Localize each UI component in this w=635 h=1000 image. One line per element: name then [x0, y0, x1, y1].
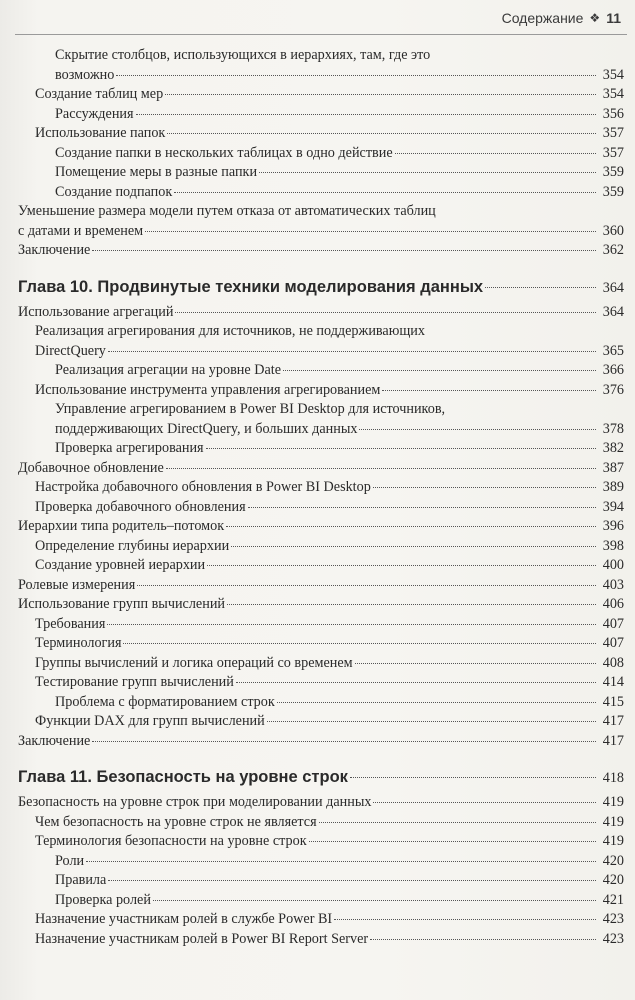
toc-entry	[18, 361, 624, 381]
toc-leader-dots	[107, 624, 596, 625]
toc-entry-title: Проверка ролей	[55, 891, 151, 908]
toc-page-number: 360	[602, 222, 624, 239]
toc-entry	[18, 517, 624, 537]
toc-entry-title: Проверка агрегирования	[55, 440, 204, 456]
toc-entry-title: Создание таблиц мер	[35, 86, 164, 102]
toc-chapter-heading	[18, 276, 624, 299]
header-section-title: Содержание	[501, 10, 584, 26]
toc-page-number: 354	[602, 66, 624, 83]
toc-entry-title: Терминология безопасности на уровне строк	[35, 833, 307, 849]
toc-entry-title: Реализация агрегации на уровне Date	[55, 362, 282, 378]
toc-entry-title: Определение глубины иерархии	[35, 537, 230, 554]
toc-entry-title: Терминология	[35, 635, 122, 651]
toc-leader-dots	[236, 682, 596, 683]
header-page-number: 11	[606, 10, 621, 26]
toc-entry-continuation	[55, 420, 624, 440]
toc-entry	[18, 576, 624, 596]
toc-entry-title: Безопасность на уровне строк при моделировании данных	[18, 794, 372, 810]
toc-entry-title: Тестирование групп вычислений	[35, 674, 234, 690]
toc-entry-title: Проблема с форматированием строк	[55, 693, 275, 710]
toc-entry-title: Использование агрегаций	[18, 303, 174, 320]
toc-leader-dots	[92, 741, 596, 742]
toc-entry-title-cont: поддерживающих DirectQuery, и больших данных	[55, 420, 358, 437]
toc-leader-dots	[123, 643, 596, 644]
toc-page-number: 421	[602, 891, 624, 908]
toc-page-number: 357	[602, 144, 624, 161]
toc-chapter-title: Глава 10. Продвинутые техники моделирования данных	[18, 277, 484, 296]
toc-leader-dots	[373, 487, 596, 488]
toc-entry-title: Создание папки в нескольких таблицах в одно действие	[55, 144, 393, 161]
toc-leader-dots	[175, 312, 596, 313]
toc-leader-dots	[231, 546, 596, 547]
toc-leader-dots	[137, 585, 596, 586]
header-separator-icon: ❖	[589, 11, 601, 25]
toc-leader-dots	[136, 114, 596, 115]
toc-entry	[18, 322, 624, 361]
toc-entry-continuation	[18, 222, 624, 242]
toc-entry	[18, 144, 624, 164]
toc-page-number: 419	[602, 833, 624, 849]
toc-entry	[18, 459, 624, 479]
toc-page-number: 420	[602, 872, 624, 888]
toc-entry-title-cont: DirectQuery	[35, 342, 106, 359]
toc-page-number: 356	[602, 105, 624, 122]
toc-chapter-title: Глава 11. Безопасность на уровне строк	[18, 768, 348, 786]
toc-entry	[18, 595, 624, 615]
header-divider	[15, 34, 627, 35]
toc-entry	[18, 793, 624, 813]
toc-page-number: 407	[602, 635, 624, 651]
toc-page-number: 387	[602, 459, 624, 476]
toc-entry	[18, 871, 624, 891]
toc-entry	[18, 537, 624, 557]
toc-page-number: 382	[602, 440, 624, 456]
running-header	[502, 10, 621, 26]
toc-leader-dots	[267, 721, 596, 722]
toc-page-number: 364	[602, 303, 624, 320]
toc-entry-continuation	[35, 342, 624, 362]
toc-entry	[18, 183, 624, 203]
toc-chapter-heading	[18, 766, 624, 789]
toc-page-number: 406	[602, 596, 624, 612]
toc-page-number: 418	[602, 770, 624, 786]
toc-entry-title-cont: с датами и временем	[18, 222, 144, 239]
toc-entry	[18, 124, 624, 144]
toc-entry-title: Заключение	[18, 242, 91, 258]
toc-leader-dots	[382, 390, 596, 391]
toc-entry	[18, 381, 624, 401]
toc-entry-title: Добавочное обновление	[18, 459, 164, 476]
toc-entry	[18, 852, 624, 872]
toc-page-number: 396	[602, 518, 624, 534]
toc-page-number: 419	[602, 794, 624, 810]
toc-entry	[18, 85, 624, 105]
toc-entry-title: Создание уровней иерархии	[35, 557, 206, 573]
toc-entry-title: Чем безопасность на уровне строк не является	[35, 813, 317, 830]
toc-entry-title: Правила	[55, 872, 107, 888]
toc-page-number: 423	[602, 930, 624, 947]
toc-leader-dots	[373, 802, 596, 803]
toc-entry	[18, 832, 624, 852]
toc-entry-title: Скрытие столбцов, использующихся в иерархиях, там, где это	[55, 47, 431, 63]
toc-entry	[18, 498, 624, 518]
toc-entry-title: Уменьшение размера модели путем отказа от автоматических таблиц	[18, 203, 436, 219]
toc-entry	[18, 673, 624, 693]
toc-page-number: 354	[602, 86, 624, 102]
toc-entry-title: Реализация агрегирования для источников, не поддерживающих	[35, 323, 425, 339]
toc-entry-title-cont: возможно	[55, 66, 115, 83]
toc-leader-dots	[86, 861, 596, 862]
toc-page-number: 423	[602, 911, 624, 927]
toc-entry-title: Функции DAX для групп вычислений	[35, 713, 265, 729]
toc-page-number: 389	[602, 479, 624, 495]
toc-page-number: 407	[602, 615, 624, 632]
toc-leader-dots	[206, 448, 596, 449]
toc-entry	[18, 654, 624, 674]
toc-page-number: 398	[602, 537, 624, 554]
toc-entry	[18, 163, 624, 183]
toc-entry-title: Требования	[35, 615, 106, 632]
toc-leader-dots	[226, 526, 596, 527]
toc-entry-title: Помещение меры в разные папки	[55, 164, 258, 180]
toc-page-number: 414	[602, 674, 624, 690]
toc-entry	[18, 910, 624, 930]
toc-entry	[18, 400, 624, 439]
toc-entry-title: Ролевые измерения	[18, 576, 136, 593]
toc-page-number: 415	[602, 693, 624, 710]
toc-leader-dots	[116, 75, 596, 76]
toc-entry-title: Назначение участникам ролей в Power BI Report Server	[35, 930, 369, 947]
toc-page-number: 394	[602, 498, 624, 515]
toc-entry	[18, 556, 624, 576]
toc-entry-title: Заключение	[18, 732, 91, 749]
toc-page-number: 359	[602, 183, 624, 200]
toc-leader-dots	[359, 429, 596, 430]
toc-page-number: 419	[602, 813, 624, 830]
toc-entry	[18, 634, 624, 654]
toc-page-number: 403	[602, 576, 624, 593]
toc-leader-dots	[259, 172, 596, 173]
toc-page-number: 420	[602, 852, 624, 869]
toc-entry	[18, 202, 624, 241]
toc-entry-title: Назначение участникам ролей в службе Power BI	[35, 911, 333, 927]
toc-leader-dots	[355, 663, 596, 664]
toc-entry-title: Создание подпапок	[55, 183, 173, 200]
toc-leader-dots	[334, 919, 596, 920]
toc-page-number: 376	[602, 381, 624, 398]
toc-entry	[18, 615, 624, 635]
toc-leader-dots	[319, 822, 596, 823]
toc-entry	[18, 303, 624, 323]
toc-leader-dots	[174, 192, 596, 193]
toc-leader-dots	[485, 287, 596, 288]
toc-entry-title: Иерархии типа родитель–потомок	[18, 518, 225, 534]
toc-entry-title: Рассуждения	[55, 105, 134, 122]
toc-entry	[18, 732, 624, 752]
toc-page-number: 417	[602, 713, 624, 729]
toc-entry-title: Проверка добавочного обновления	[35, 498, 246, 515]
toc-leader-dots	[145, 231, 596, 232]
toc-leader-dots	[227, 604, 596, 605]
toc-entry	[18, 241, 624, 261]
toc-leader-dots	[395, 153, 596, 154]
toc-entry	[18, 891, 624, 911]
toc-leader-dots	[277, 702, 596, 703]
toc-leader-dots	[248, 507, 596, 508]
toc-page-number: 417	[602, 732, 624, 749]
toc-leader-dots	[167, 133, 596, 134]
toc-leader-dots	[92, 250, 596, 251]
toc-leader-dots	[370, 939, 596, 940]
toc-leader-dots	[108, 351, 596, 352]
toc-entry-title: Использование инструмента управления агрегированием	[35, 381, 381, 398]
toc-entry-title: Использование папок	[35, 125, 166, 141]
toc-entry-title: Группы вычислений и логика операций со временем	[35, 654, 353, 671]
toc-leader-dots	[350, 777, 596, 778]
toc-entry	[18, 693, 624, 713]
toc-entry-continuation	[55, 66, 624, 86]
toc-page-number: 408	[602, 654, 624, 671]
toc-leader-dots	[108, 880, 596, 881]
toc-entry-title: Управление агрегированием в Power BI Desktop для источников,	[55, 401, 446, 417]
toc-entry-title: Настройка добавочного обновления в Power BI Desktop	[35, 479, 371, 495]
toc-entry	[18, 478, 624, 498]
toc-page-number: 362	[602, 242, 624, 258]
toc-page-number: 400	[602, 557, 624, 573]
toc-page-number: 366	[602, 362, 624, 378]
toc-entry-title: Роли	[55, 852, 85, 869]
toc-page-number: 357	[602, 125, 624, 141]
toc-page-number: 378	[602, 420, 624, 437]
toc-entry	[18, 439, 624, 459]
toc-entry	[18, 105, 624, 125]
toc-entry	[18, 712, 624, 732]
toc-entry-title: Использование групп вычислений	[18, 596, 226, 612]
toc-entry	[18, 930, 624, 950]
toc-leader-dots	[166, 468, 596, 469]
toc-leader-dots	[153, 900, 596, 901]
toc-page-number: 365	[602, 342, 624, 359]
toc-leader-dots	[207, 565, 596, 566]
toc-leader-dots	[309, 841, 596, 842]
toc-entry	[18, 46, 624, 85]
toc-page-number: 359	[602, 164, 624, 180]
toc-entry	[18, 813, 624, 833]
toc-leader-dots	[165, 94, 596, 95]
toc-leader-dots	[283, 370, 596, 371]
toc-page-number: 364	[602, 279, 624, 296]
table-of-contents	[18, 46, 624, 949]
